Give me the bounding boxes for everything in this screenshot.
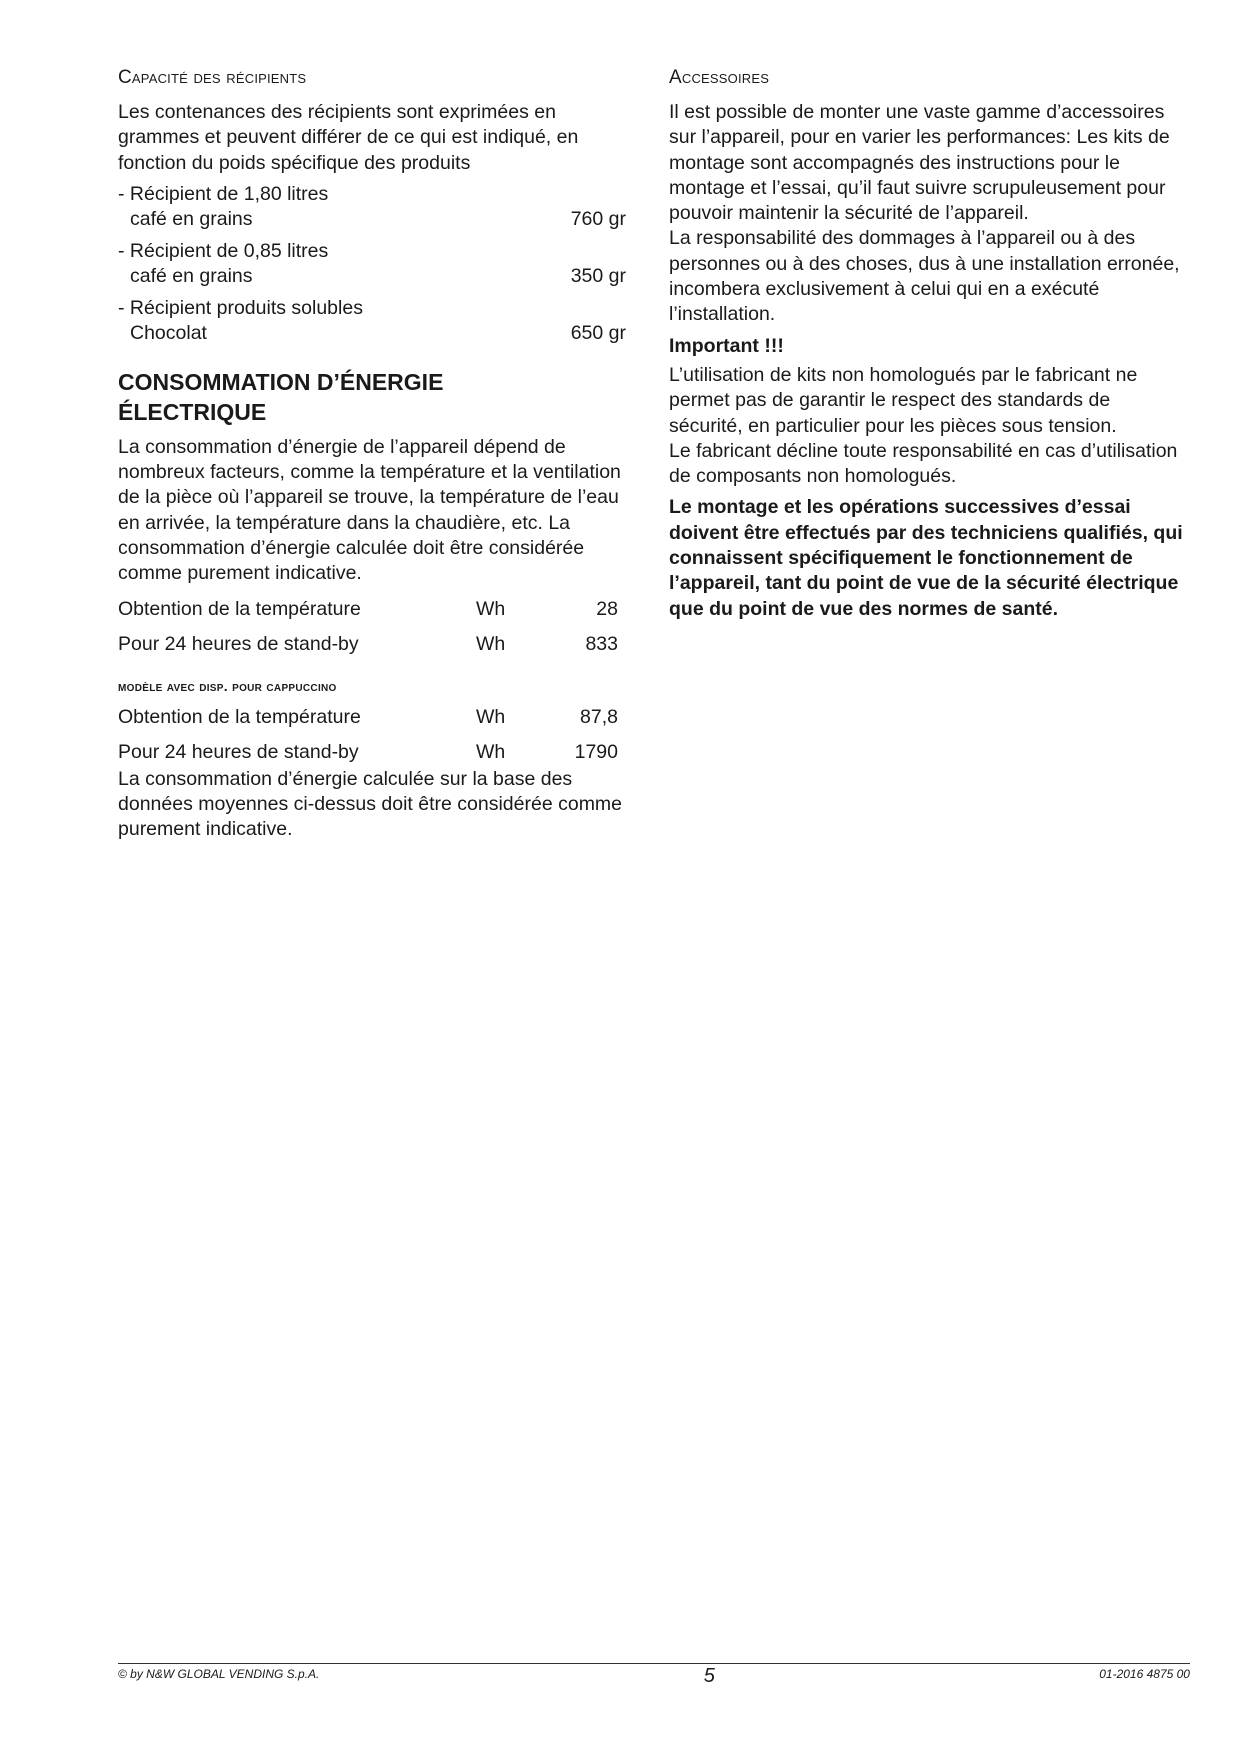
warning-paragraph: Le montage et les opérations successives d’essai doivent être effectués par des techniciens qualifiés, qui connaissent spécifiquement le fonctionnement de l’appareil, tant du point de vue de la sécurité électrique que du point de vue des normes de santé. [669,496,1183,620]
energy-label: Obtention de la température [118,705,361,728]
footer-divider [118,1663,1190,1664]
energy-row [118,740,626,765]
page-footer [118,1667,1190,1688]
energy-intro: La consommation d’énergie de l’appareil dépend de nombreux facteurs, comme la température et la ventilation de la pièce où l’appareil se trouve, la température de l’eau en arrivée, la température dans la chaudière, etc. La consommation d’énergie calculée doit être considérée comme purement indicative. [118,435,621,585]
important-label: Important !!! [669,334,784,357]
container-item [118,182,626,233]
cappuccino-subheading: modèle avec disp. pour cappuccino [118,677,337,694]
right-column [669,66,1189,622]
energy-label: Obtention de la température [118,597,361,620]
container-content: café en grains [130,265,253,288]
accessories-heading: Accessoires [669,67,770,88]
container-content: Chocolat [130,322,207,345]
important-paragraph-2: Le fabricant décline toute responsabilité en cas d’utilisation de composants non homologués. [669,439,1178,488]
capacity-intro: Les contenances des récipients sont exprimées en grammes et peuvent différer de ce qui est indiqué, en fonction du poids spécifique des produits [118,101,579,174]
container-item [118,239,626,290]
container-name: - Récipient de 0,85 litres [118,239,329,262]
energy-outro: La consommation d’énergie calculée sur la base des données moyennes ci-dessus doit être considérée comme purement indicative. [118,767,623,841]
energy-heading-line1: CONSOMMATION D’ÉNERGIE [118,368,444,395]
energy-label: Pour 24 heures de stand-by [118,632,359,655]
energy-row [118,597,626,622]
energy-unit: Wh [476,705,506,728]
energy-heading-line2: ÉLECTRIQUE [118,398,267,425]
container-capacity: 760 gr [570,208,626,231]
energy-unit: Wh [476,740,506,763]
page-number: 5 [703,1665,715,1687]
container-capacity: 350 gr [570,265,626,288]
accessories-paragraph-1: Il est possible de monter une vaste gamme d’accessoires sur l’appareil, pour en varier les performances: Les kits de montage sont accompagnés des instructions pour le montage et l’essai, qu’il faut suivre scrupuleusement pour pouvoir maintenir la sécurité de l’appareil. [669,101,1170,225]
important-paragraph-1: L’utilisation de kits non homologués par le fabricant ne permet pas de garantir le respect des standards de sécurité, en particulier pour les pièces sous tension. [669,363,1138,437]
energy-label: Pour 24 heures de stand-by [118,740,359,763]
energy-row [118,632,626,657]
container-item [118,296,626,347]
energy-value: 833 [585,632,618,655]
energy-value: 87,8 [580,705,618,728]
container-capacity: 650 gr [570,322,626,345]
container-name: - Récipient produits solubles [118,296,363,319]
energy-value: 1790 [574,740,618,763]
energy-value: 28 [596,597,618,620]
left-column [118,66,626,843]
container-name: - Récipient de 1,80 litres [118,182,329,205]
energy-unit: Wh [476,632,506,655]
accessories-paragraph-2: La responsabilité des dommages à l’appareil ou à des personnes ou à des choses, dus à une installation erronée, incombera exclusivement à celui qui en a exécuté l’installation. [669,227,1180,326]
energy-row [118,705,626,730]
footer-copyright: © by N&W GLOBAL VENDING S.p.A. [118,1667,320,1681]
container-content: café en grains [130,208,253,231]
capacity-heading: Capacité des récipients [118,67,307,88]
energy-unit: Wh [476,597,506,620]
footer-doc-code: 01-2016 4875 00 [1099,1667,1190,1681]
energy-heading [118,367,626,427]
